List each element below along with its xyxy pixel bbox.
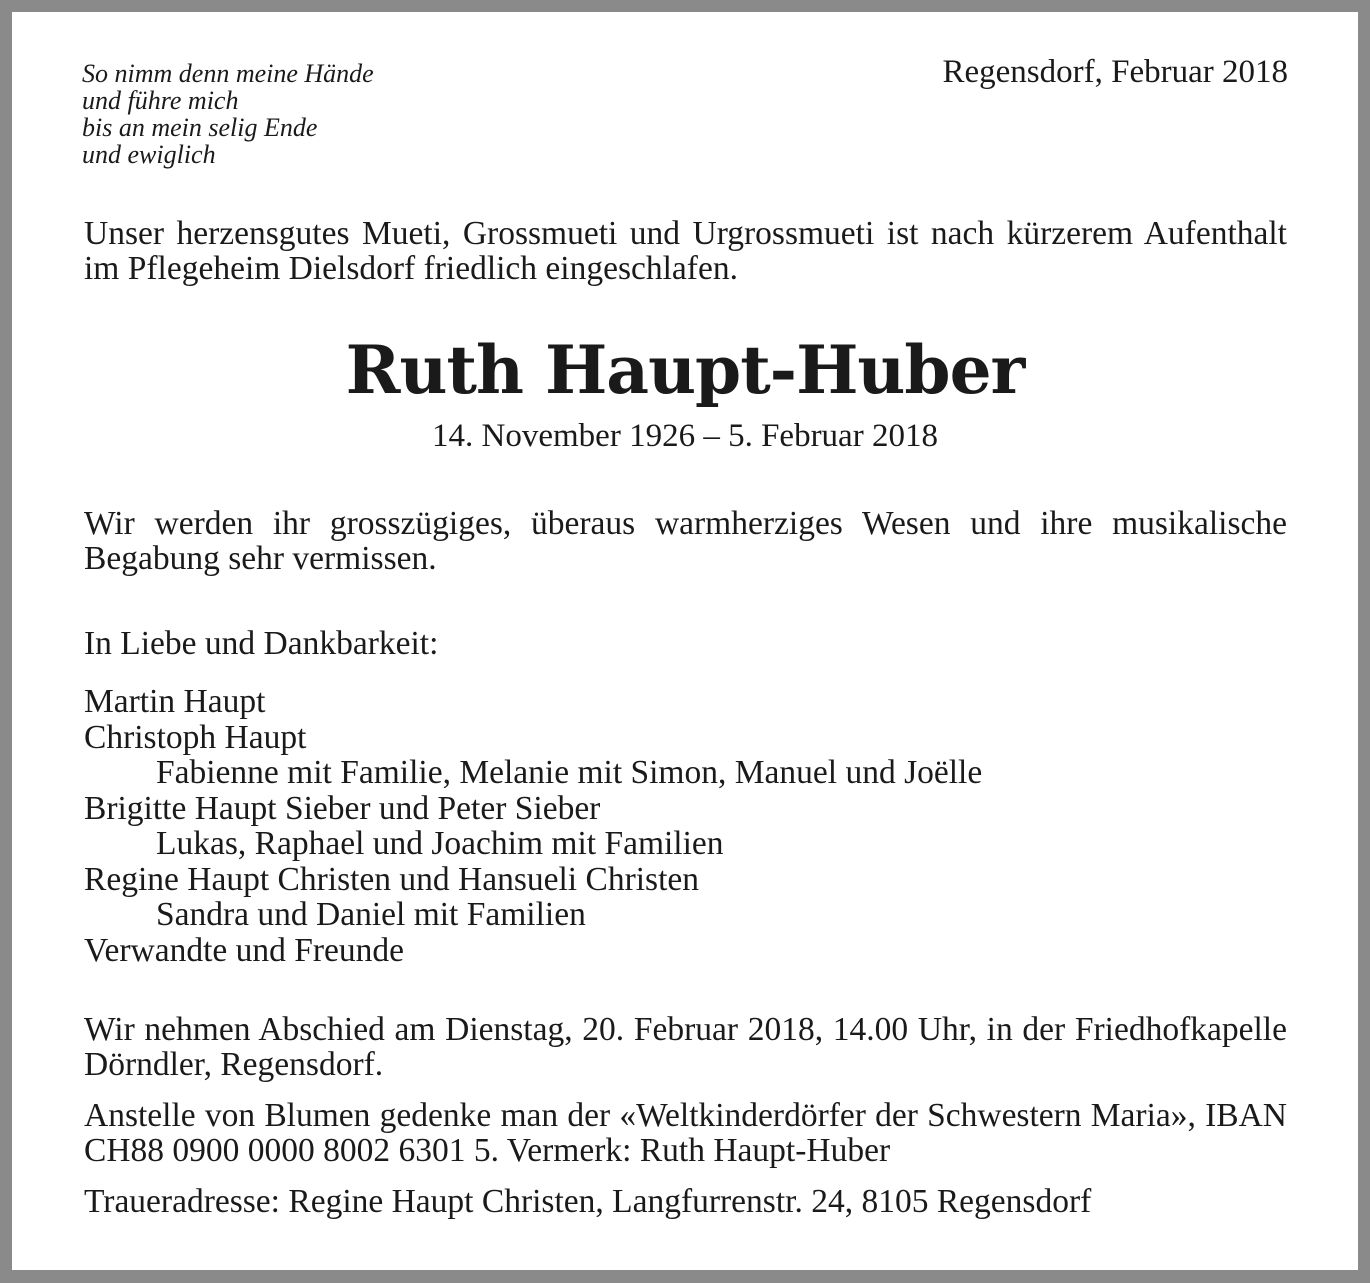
mourner-line: Verwandte und Freunde (84, 931, 405, 969)
closing-phrase: In Liebe und Dankbarkeit: (84, 625, 439, 662)
mourner-line: Regine Haupt Christen und Hansueli Christen (84, 860, 700, 898)
motto-line: So nimm denn meine Hände (82, 59, 374, 88)
mourner-line: Christoph Haupt (84, 718, 307, 756)
farewell-paragraph: Wir nehmen Abschied am Dienstag, 20. Februar 2018, 14.00 Uhr, in der Friedhofkapelle Dörndler, Regensdorf. (84, 1011, 1287, 1083)
obituary-page (12, 12, 1358, 1270)
motto-line: und führe mich (82, 86, 239, 115)
motto-verse (82, 60, 374, 168)
donation-paragraph: Anstelle von Blumen gedenke man der «Weltkinderdörfer der Schwestern Maria», IBAN CH88 0900 0000 8002 6301 5. Vermerk: Ruth Haupt-Huber (84, 1097, 1287, 1169)
life-dates: 14. November 1926 – 5. Februar 2018 (432, 418, 938, 454)
mourner-line-indented: Lukas, Raphael und Joachim mit Familien (156, 825, 724, 862)
place-date: Regensdorf, Februar 2018 (942, 54, 1288, 90)
intro-paragraph: Unser herzensgutes Mueti, Grossmueti und Urgrossmueti ist nach kürzerem Aufenthalt im Pflegeheim Dielsdorf friedlich eingeschlafen. (84, 215, 1287, 287)
tribute-paragraph: Wir werden ihr grosszügiges, überaus warmherziges Wesen und ihre musikalische Begabung sehr vermissen. (84, 505, 1287, 577)
mourner-line: Martin Haupt (84, 683, 266, 720)
motto-line: bis an mein selig Ende (82, 113, 318, 142)
mourner-line: Brigitte Haupt Sieber und Peter Sieber (84, 789, 601, 827)
mourning-address: Traueradresse: Regine Haupt Christen, Langfurrenstr. 24, 8105 Regensdorf (84, 1183, 1092, 1220)
mourner-line-indented: Fabienne mit Familie, Melanie mit Simon, Manuel und Joëlle (156, 754, 983, 791)
mourners-list (84, 684, 982, 968)
mourner-line-indented: Sandra und Daniel mit Familien (156, 896, 586, 933)
motto-line: und ewiglich (82, 140, 216, 169)
deceased-name: Ruth Haupt-Huber (345, 331, 1025, 409)
